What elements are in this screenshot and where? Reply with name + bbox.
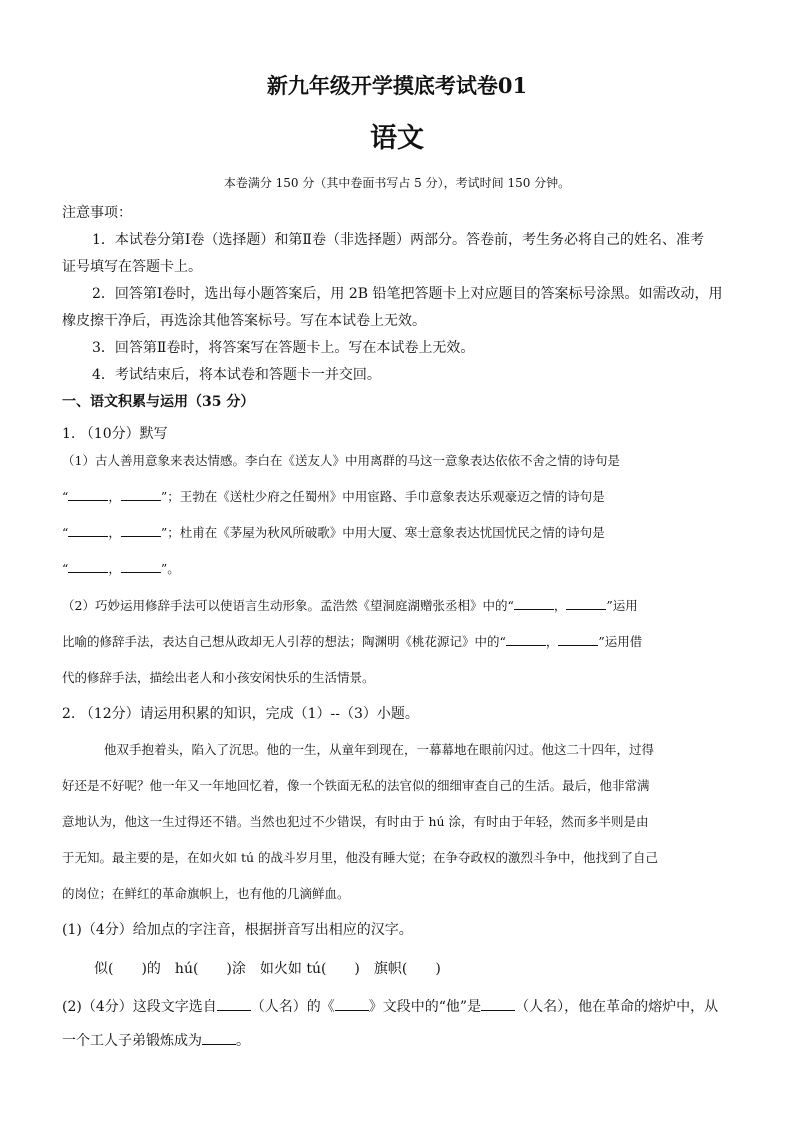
question-1-part-2-line-2: 比喻的修辞手法，表达自己想从政却无人引荐的想法；陶渊明《桃花源记》中的“ ， ”运用借 <box>62 634 643 649</box>
question-2-sub-2-line-2: 一个工人子弟锻炼成为 。 <box>62 1033 250 1049</box>
question-1-part-1-line-1: （1）古人善用意象来表达情感。李白在《送友人》中用离群的马这一意象表达依依不舍之情的诗句是 <box>62 453 620 468</box>
answer-blank <box>566 596 606 610</box>
passage-line-5: 的岗位；在鲜红的革命旗帜上，也有他的几滴鲜血。 <box>62 886 350 901</box>
instruction-1-line-2: 证号填写在答题卡上。 <box>62 259 202 275</box>
answer-blank <box>514 596 554 610</box>
answer-blank <box>121 523 161 537</box>
answer-blank <box>217 997 251 1011</box>
subject-title: 语文 <box>370 123 424 154</box>
answer-blank <box>481 997 515 1011</box>
answer-blank <box>68 487 108 501</box>
answer-blank <box>335 997 369 1011</box>
exam-title: 新九年级开学摸底考试卷01 <box>266 73 528 98</box>
section-1-heading: 一、语文积累与运用（35 分） <box>62 394 255 410</box>
question-1-part-2-line-1: （2）巧妙运用修辞手法可以使语言生动形象。孟浩然《望洞庭湖赠张丞相》中的“ ， ”运用 <box>62 598 638 613</box>
instruction-2-line-1: 2．回答第Ⅰ卷时，选出每小题答案后，用 2B 铅笔把答题卡上对应题目的答案标号涂黑。如需改动，用 <box>92 286 723 302</box>
instruction-4: 4．考试结束后，将本试卷和答题卡一并交回。 <box>92 367 381 383</box>
question-1-part-1-line-4: “ ， ”。 <box>62 561 180 576</box>
instructions-heading: 注意事项： <box>62 205 132 221</box>
instruction-2-line-2: 橡皮擦干净后，再选涂其他答案标号。写在本试卷上无效。 <box>62 313 426 329</box>
exam-note: 本卷满分 150 分（其中卷面书写占 5 分），考试时间 150 分钟。 <box>223 176 571 190</box>
answer-blank <box>121 559 161 573</box>
instruction-3: 3．回答第Ⅱ卷时，将答案写在答题卡上。写在本试卷上无效。 <box>92 340 475 356</box>
question-2-sub-1-items: 似( )的 hú( )涂 如火如 tú( ) 旗帜( ) <box>94 961 441 977</box>
answer-blank <box>121 487 161 501</box>
question-2-sub-2-line-1: (2)（4分）这段文字选自 （人名）的《 》文段中的“他”是 （人名），他在革命的熔炉中，从 <box>62 999 719 1015</box>
passage-line-3: 意地认为，他这一生过得还不错。当然也犯过不少错误，有时由于 hú 涂，有时由于年轻，然而多半则是由 <box>62 814 649 829</box>
question-1-part-1-line-2: “ ， ”；王勃在《送杜少府之任蜀州》中用宦路、手巾意象表达乐观豪迈之情的诗句是 <box>62 489 605 504</box>
question-1-part-2-line-3: 代的修辞手法，描绘出老人和小孩安闲快乐的生活情景。 <box>62 670 375 685</box>
question-2-sub-1: (1)（4分）给加点的字注音，根据拼音写出相应的汉字。 <box>62 922 413 938</box>
question-2-stem: 2. （12分）请运用积累的知识，完成（1）--（3）小题。 <box>62 706 419 722</box>
answer-blank <box>68 559 108 573</box>
answer-blank <box>506 632 546 646</box>
answer-blank <box>68 523 108 537</box>
instruction-1-line-1: 1．本试卷分第Ⅰ卷（选择题）和第Ⅱ卷（非选择题）两部分。答卷前，考生务必将自己的姓名、准考 <box>92 232 704 248</box>
question-1-part-1-line-3: “ ， ”；杜甫在《茅屋为秋风所破歌》中用大厦、寒士意象表达忧国忧民之情的诗句是 <box>62 525 605 540</box>
answer-blank <box>202 1031 236 1045</box>
passage-line-2: 好还是不好呢？他一年又一年地回忆着，像一个铁面无私的法官似的细细审查自己的生活。最后，他非常满 <box>62 778 650 793</box>
question-1-stem: 1. （10分）默写 <box>62 426 168 442</box>
passage-line-4: 于无知。最主要的是，在如火如 tú 的战斗岁月里，他没有睡大觉；在争夺政权的激烈斗争中，他找到了自己 <box>62 850 659 865</box>
answer-blank <box>558 632 598 646</box>
passage-line-1: 他双手抱着头，陷入了沉思。他的一生，从童年到现在，一幕幕地在眼前闪过。他这二十四年，过得 <box>104 742 655 757</box>
